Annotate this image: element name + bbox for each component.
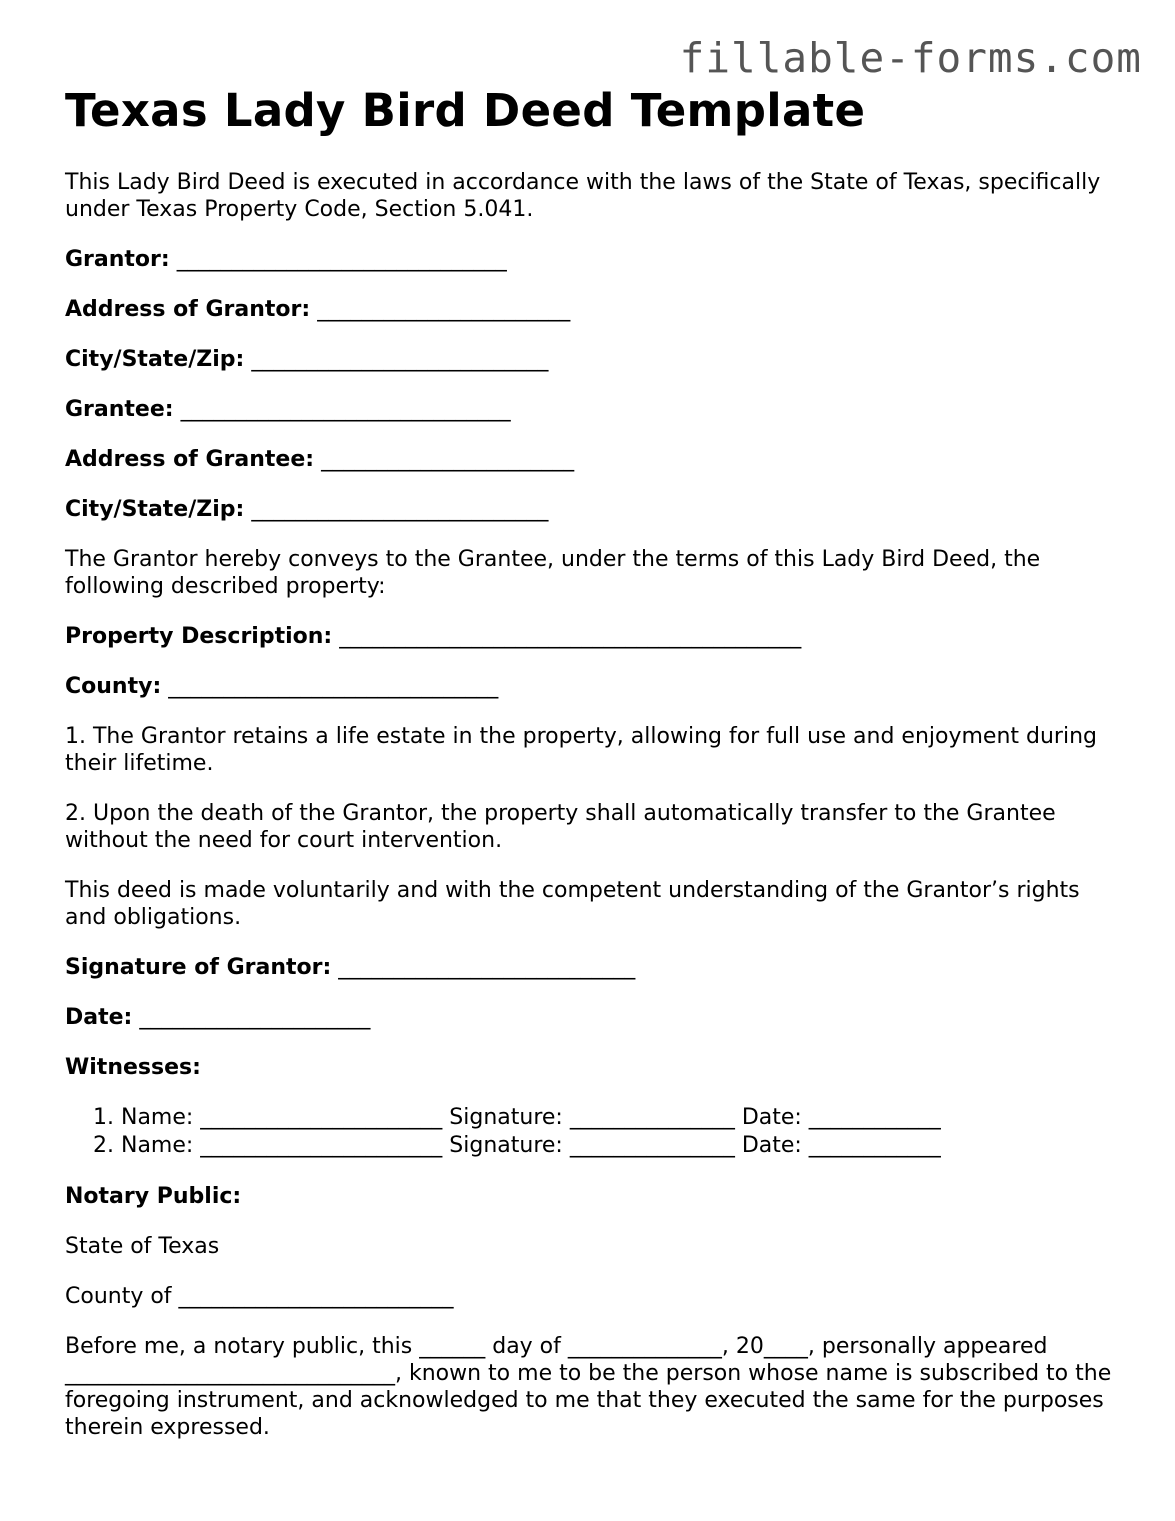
grantee-field[interactable] [65, 396, 1125, 423]
acknowledgment-paragraph: Before me, a notary public, this ______ day of ______________, 20____, personally appeared ______________________________, known to me to be the person whose name is subscribed to the foregoing instrument, and acknowledged to me that they executed the same for the purposes therein expressed. [65, 1333, 1112, 1440]
signature-field[interactable] [65, 954, 1125, 981]
clause-transfer: 2. Upon the death of the Grantor, the property shall automatically transfer to the Grantee without the need for court intervention. [65, 800, 1056, 853]
grantor-label: Grantor: [65, 246, 170, 272]
date-blank[interactable]: _____________________ [139, 1004, 371, 1030]
document-page [65, 86, 1125, 1441]
grantee-label: Grantee: [65, 396, 174, 422]
property-description-blank[interactable]: __________________________________________ [339, 623, 802, 649]
notary-label: Notary Public: [65, 1183, 242, 1209]
grantee-city-state-zip-blank[interactable]: ___________________________ [251, 496, 549, 522]
grantee-city-state-zip-label: City/State/Zip: [65, 496, 245, 522]
date-label: Date: [65, 1004, 133, 1030]
county-of-line[interactable]: County of _________________________ [65, 1283, 454, 1309]
grantee-city-state-zip-field[interactable] [65, 496, 1125, 523]
witnesses-heading [65, 1054, 1125, 1081]
grantor-address-blank[interactable]: _______________________ [317, 296, 571, 322]
voluntary-paragraph: This deed is made voluntarily and with the competent understanding of the Grantor’s rights and obligations. [65, 877, 1080, 930]
grantor-city-state-zip-field[interactable] [65, 346, 1125, 373]
witness-row[interactable]: 2. Name: ______________________ Signature: _______________ Date: ____________ [93, 1132, 941, 1158]
notary-heading [65, 1183, 1125, 1210]
county-blank[interactable]: ______________________________ [168, 673, 499, 699]
property-description-label: Property Description: [65, 623, 333, 649]
grantor-field[interactable] [65, 246, 1125, 273]
signature-label: Signature of Grantor: [65, 954, 332, 980]
grantor-address-label: Address of Grantor: [65, 296, 311, 322]
signature-blank[interactable]: ___________________________ [338, 954, 636, 980]
grantor-city-state-zip-blank[interactable]: ___________________________ [251, 346, 549, 372]
witness-list [65, 1104, 1125, 1160]
date-field[interactable] [65, 1004, 1125, 1031]
county-label: County: [65, 673, 162, 699]
grantee-address-field[interactable] [65, 446, 1125, 473]
page-title: Texas Lady Bird Deed Template [65, 84, 866, 137]
grantor-address-field[interactable] [65, 296, 1125, 323]
watermark: fillable-forms.com [679, 34, 1142, 82]
witnesses-label: Witnesses: [65, 1054, 201, 1080]
intro-paragraph: This Lady Bird Deed is executed in accordance with the laws of the State of Texas, specifically under Texas Property Code, Section 5.041. [65, 169, 1101, 222]
grantee-blank[interactable]: ______________________________ [180, 396, 511, 422]
county-field[interactable] [65, 673, 1125, 700]
grantor-city-state-zip-label: City/State/Zip: [65, 346, 245, 372]
conveyance-paragraph: The Grantor hereby conveys to the Grantee, under the terms of this Lady Bird Deed, the following described property: [65, 546, 1041, 599]
grantor-blank[interactable]: ______________________________ [176, 246, 507, 272]
clause-life-estate: 1. The Grantor retains a life estate in the property, allowing for full use and enjoyment during their lifetime. [65, 723, 1098, 776]
grantee-address-blank[interactable]: _______________________ [321, 446, 575, 472]
state-line: State of Texas [65, 1233, 220, 1259]
witness-row[interactable]: 1. Name: ______________________ Signature: _______________ Date: ____________ [93, 1104, 941, 1130]
property-description-field[interactable] [65, 623, 1125, 650]
grantee-address-label: Address of Grantee: [65, 446, 315, 472]
